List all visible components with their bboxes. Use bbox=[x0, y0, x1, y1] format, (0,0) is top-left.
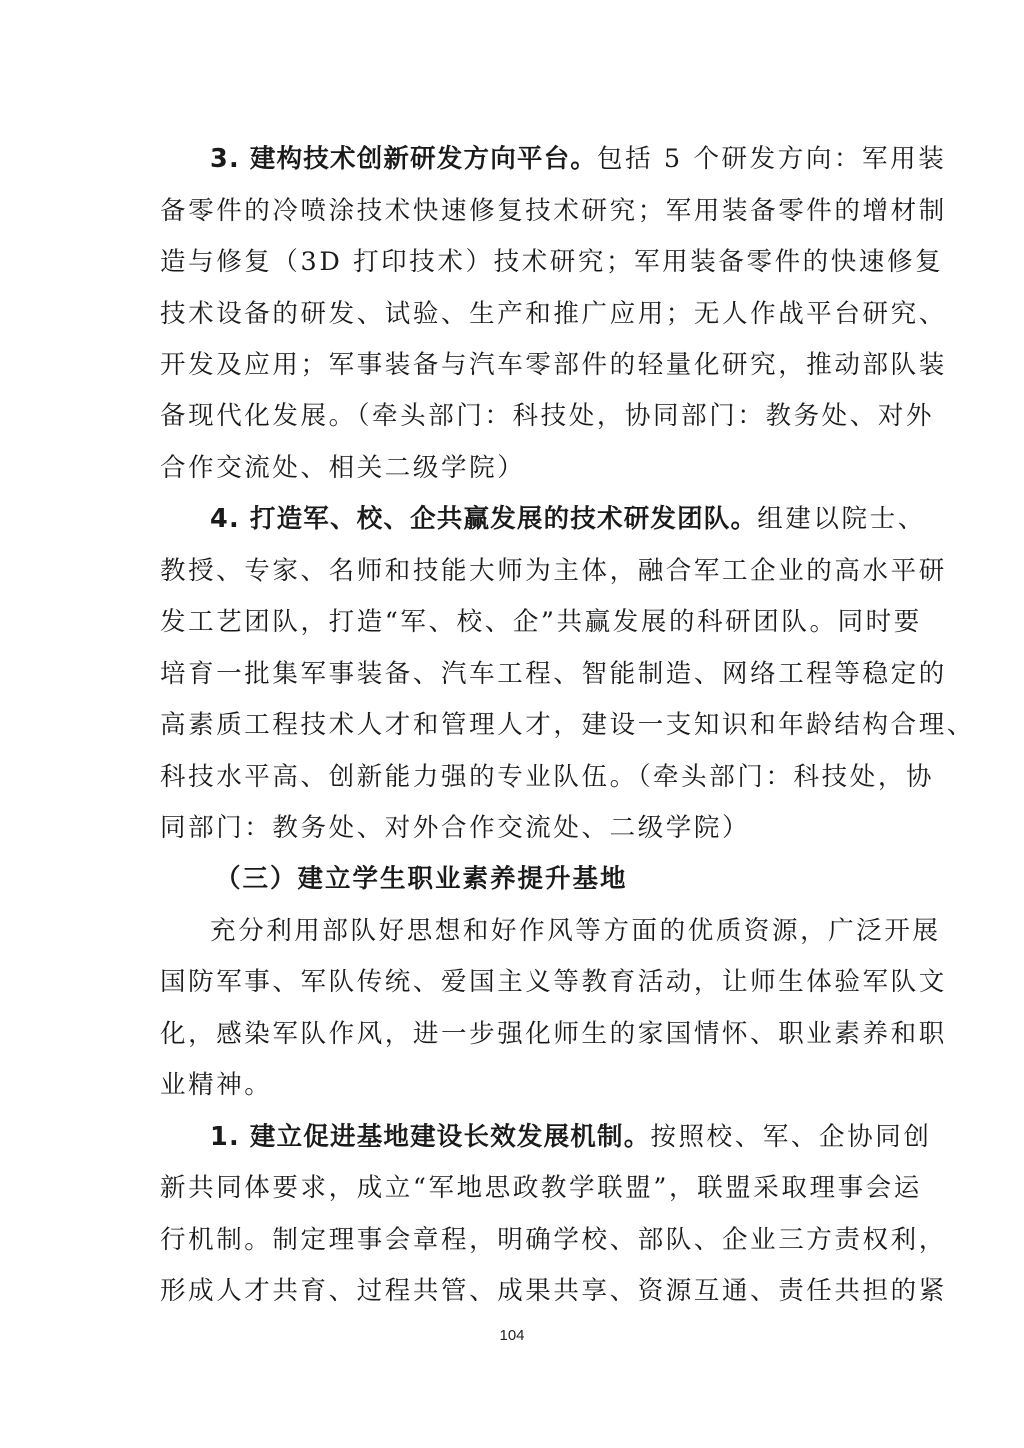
paragraph-3-line-1: 充分利用部队好思想和好作风等方面的优质资源，广泛开展 bbox=[210, 916, 941, 946]
section-heading-3: （三）建立学生职业素养提升基地 bbox=[215, 864, 628, 894]
paragraph-2-line-3: 发工艺团队，打造“军、校、企”共赢发展的科研团队。同时要 bbox=[160, 607, 922, 637]
paragraph-3-line-3: 化，感染军队作风，进一步强化师生的家国情怀、职业素养和职 bbox=[160, 1019, 947, 1049]
paragraph-1-line-2: 备零件的冷喷涂技术快速修复技术研究；军用装备零件的增材制 bbox=[160, 196, 947, 226]
paragraph-1-line-1 bbox=[210, 141, 947, 177]
paragraph-2-line-4: 培育一批集军事装备、汽车工程、智能制造、网络工程等稳定的 bbox=[160, 659, 947, 689]
paragraph-1-line-3: 造与修复（3D 打印技术）技术研究；军用装备零件的快速修复 bbox=[160, 247, 944, 277]
paragraph-2-line-6: 科技水平高、创新能力强的专业队伍。（牵头部门：科技处，协 bbox=[160, 762, 935, 792]
paragraph-4-line-3: 行机制。制定理事会章程，明确学校、部队、企业三方责权利， bbox=[160, 1225, 947, 1255]
paragraph-1-line-5: 开发及应用；军事装备与汽车零部件的轻量化研究，推动部队装 bbox=[160, 350, 947, 380]
paragraph-2-lead: 4. 打造军、校、企共赢发展的技术研发团队。 bbox=[210, 504, 758, 534]
paragraph-1-line-4: 技术设备的研发、试验、生产和推广应用；无人作战平台研究、 bbox=[160, 299, 947, 329]
paragraph-4-line-1 bbox=[210, 1119, 930, 1155]
paragraph-4-line-2: 新共同体要求，成立“军地思政教学联盟”，联盟采取理事会运 bbox=[160, 1173, 922, 1203]
paragraph-1-text: 包括 5 个研发方向：军用装 bbox=[597, 144, 947, 174]
paragraph-3-line-4: 业精神。 bbox=[160, 1070, 273, 1100]
paragraph-3-line-2: 国防军事、军队传统、爱国主义等教育活动，让师生体验军队文 bbox=[160, 967, 947, 997]
paragraph-4-line-4: 形成人才共育、过程共管、成果共享、资源互通、责任共担的紧 bbox=[160, 1276, 947, 1306]
page-number: 104 bbox=[499, 1327, 525, 1344]
paragraph-4-lead: 1. 建立促进基地建设长效发展机制。 bbox=[210, 1122, 651, 1152]
paragraph-1-line-7: 合作交流处、相关二级学院） bbox=[160, 453, 526, 483]
paragraph-2-line-7: 同部门：教务处、对外合作交流处、二级学院） bbox=[160, 813, 751, 843]
paragraph-4-text: 按照校、军、企协同创 bbox=[650, 1122, 932, 1152]
paragraph-1-lead: 3. 建构技术创新研发方向平台。 bbox=[210, 144, 598, 174]
paragraph-2-line-2: 教授、专家、名师和技能大师为主体，融合军工企业的高水平研 bbox=[160, 556, 947, 586]
paragraph-2-line-5: 高素质工程技术人才和管理人才，建设一支知识和年龄结构合理、 bbox=[160, 710, 975, 740]
paragraph-2-text: 组建以院士、 bbox=[757, 504, 926, 534]
paragraph-1-line-6: 备现代化发展。（牵头部门：科技处，协同部门：教务处、对外 bbox=[160, 401, 935, 431]
paragraph-2-line-1 bbox=[210, 501, 930, 537]
